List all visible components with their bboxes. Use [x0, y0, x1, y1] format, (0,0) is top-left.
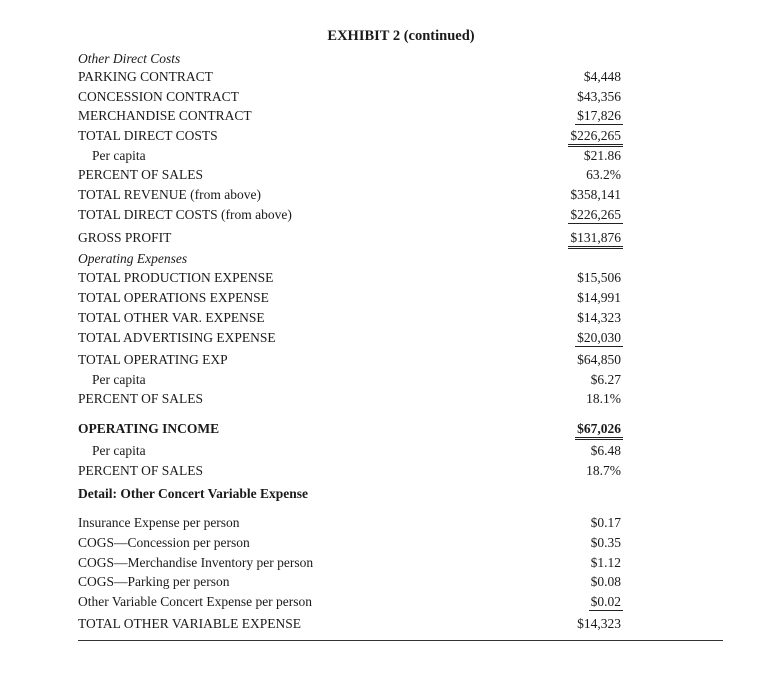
row-label: CONCESSION CONTRACT: [78, 89, 239, 104]
row-value: $15,506: [577, 270, 621, 285]
bottom-rule: [78, 640, 723, 641]
section-header-other-direct-costs: [78, 51, 623, 69]
row-label: COGS—Concession per person: [78, 535, 250, 550]
row-percent-of-sales: [78, 167, 623, 185]
row-label: PERCENT OF SALES: [78, 463, 204, 478]
row-label: TOTAL OPERATIONS EXPENSE: [78, 290, 269, 305]
row-value: $226,265: [568, 128, 623, 147]
row-label: PERCENT OF SALES: [78, 167, 204, 182]
row-percent-of-sales: [78, 463, 623, 481]
row-value: $64,850: [577, 352, 621, 367]
row-value: $14,323: [577, 616, 621, 631]
row-value: $43,356: [577, 89, 621, 104]
row-value: $1.12: [590, 555, 621, 570]
row-label: Detail: Other Concert Variable Expense: [78, 486, 308, 501]
row-operating-income: [78, 421, 623, 439]
row-label: Operating Expenses: [78, 251, 188, 266]
row-value: 18.1%: [586, 391, 621, 406]
row-value: $0.02: [590, 594, 621, 609]
row-gross-profit: [78, 230, 623, 248]
row-insurance-expense: [78, 515, 623, 533]
row-total-operations-expense: [78, 290, 623, 308]
exhibit-title: EXHIBIT 2 (continued): [327, 28, 475, 44]
row-label: TOTAL DIRECT COSTS (from above): [78, 207, 292, 222]
row-label: PERCENT OF SALES: [78, 391, 204, 406]
row-total-other-var-expense: [78, 310, 623, 328]
row-concession-contract: [78, 89, 623, 107]
row-cogs-merchandise: [78, 555, 623, 573]
row-value: $4,448: [583, 69, 621, 84]
row-label: TOTAL OTHER VARIABLE EXPENSE: [78, 616, 302, 631]
row-per-capita: [78, 148, 623, 166]
row-label: GROSS PROFIT: [78, 230, 172, 245]
row-label: Per capita: [92, 148, 146, 163]
row-label: Other Direct Costs: [78, 51, 181, 66]
row-label: MERCHANDISE CONTRACT: [78, 108, 252, 123]
section-header-operating-expenses: [78, 251, 623, 269]
row-value: $14,991: [577, 290, 621, 305]
row-value: 63.2%: [586, 167, 621, 182]
row-label: TOTAL OTHER VAR. EXPENSE: [78, 310, 265, 325]
row-label: TOTAL OPERATING EXP: [78, 352, 228, 367]
row-label: TOTAL REVENUE (from above): [78, 187, 261, 202]
row-value: $6.48: [590, 443, 621, 458]
row-label: COGS—Parking per person: [78, 574, 230, 589]
row-label: PARKING CONTRACT: [78, 69, 213, 84]
section-header-detail: [78, 486, 623, 504]
row-total-advertising-expense: [78, 330, 623, 348]
row-value: $20,030: [577, 330, 621, 345]
row-total-revenue: [78, 187, 623, 205]
row-label: Per capita: [92, 372, 146, 387]
row-label: TOTAL ADVERTISING EXPENSE: [78, 330, 276, 345]
row-value: $358,141: [570, 187, 621, 202]
row-per-capita: [78, 443, 623, 461]
row-per-capita: [78, 372, 623, 390]
row-cogs-parking: [78, 574, 623, 592]
row-value: $0.08: [590, 574, 621, 589]
row-total-production-expense: [78, 270, 623, 288]
row-label: Per capita: [92, 443, 146, 458]
row-label: TOTAL DIRECT COSTS: [78, 128, 218, 143]
row-other-variable-concert-expense: [78, 594, 623, 612]
row-value: $0.17: [590, 515, 621, 530]
row-merchandise-contract: [78, 108, 623, 126]
row-total-operating-exp: [78, 352, 623, 370]
row-total-direct-costs: [78, 128, 623, 146]
row-total-other-variable-expense: [78, 616, 623, 634]
row-value: $14,323: [577, 310, 621, 325]
row-label: TOTAL PRODUCTION EXPENSE: [78, 270, 274, 285]
row-value: $6.27: [590, 372, 621, 387]
row-label: COGS—Merchandise Inventory per person: [78, 555, 314, 570]
row-value: $21.86: [583, 148, 621, 163]
row-label: OPERATING INCOME: [78, 421, 220, 436]
row-label: Insurance Expense per person: [78, 515, 240, 530]
row-label: Other Variable Concert Expense per person: [78, 594, 313, 609]
row-value: $0.35: [590, 535, 621, 550]
row-value: 18.7%: [586, 463, 621, 478]
row-parking-contract: [78, 69, 623, 87]
row-value: $17,826: [577, 108, 621, 123]
row-percent-of-sales: [78, 391, 623, 409]
row-cogs-concession: [78, 535, 623, 553]
row-value: $226,265: [570, 207, 621, 222]
row-value: $131,876: [568, 230, 623, 249]
row-total-direct-costs-from-above: [78, 207, 623, 225]
row-value: $67,026: [575, 421, 623, 440]
